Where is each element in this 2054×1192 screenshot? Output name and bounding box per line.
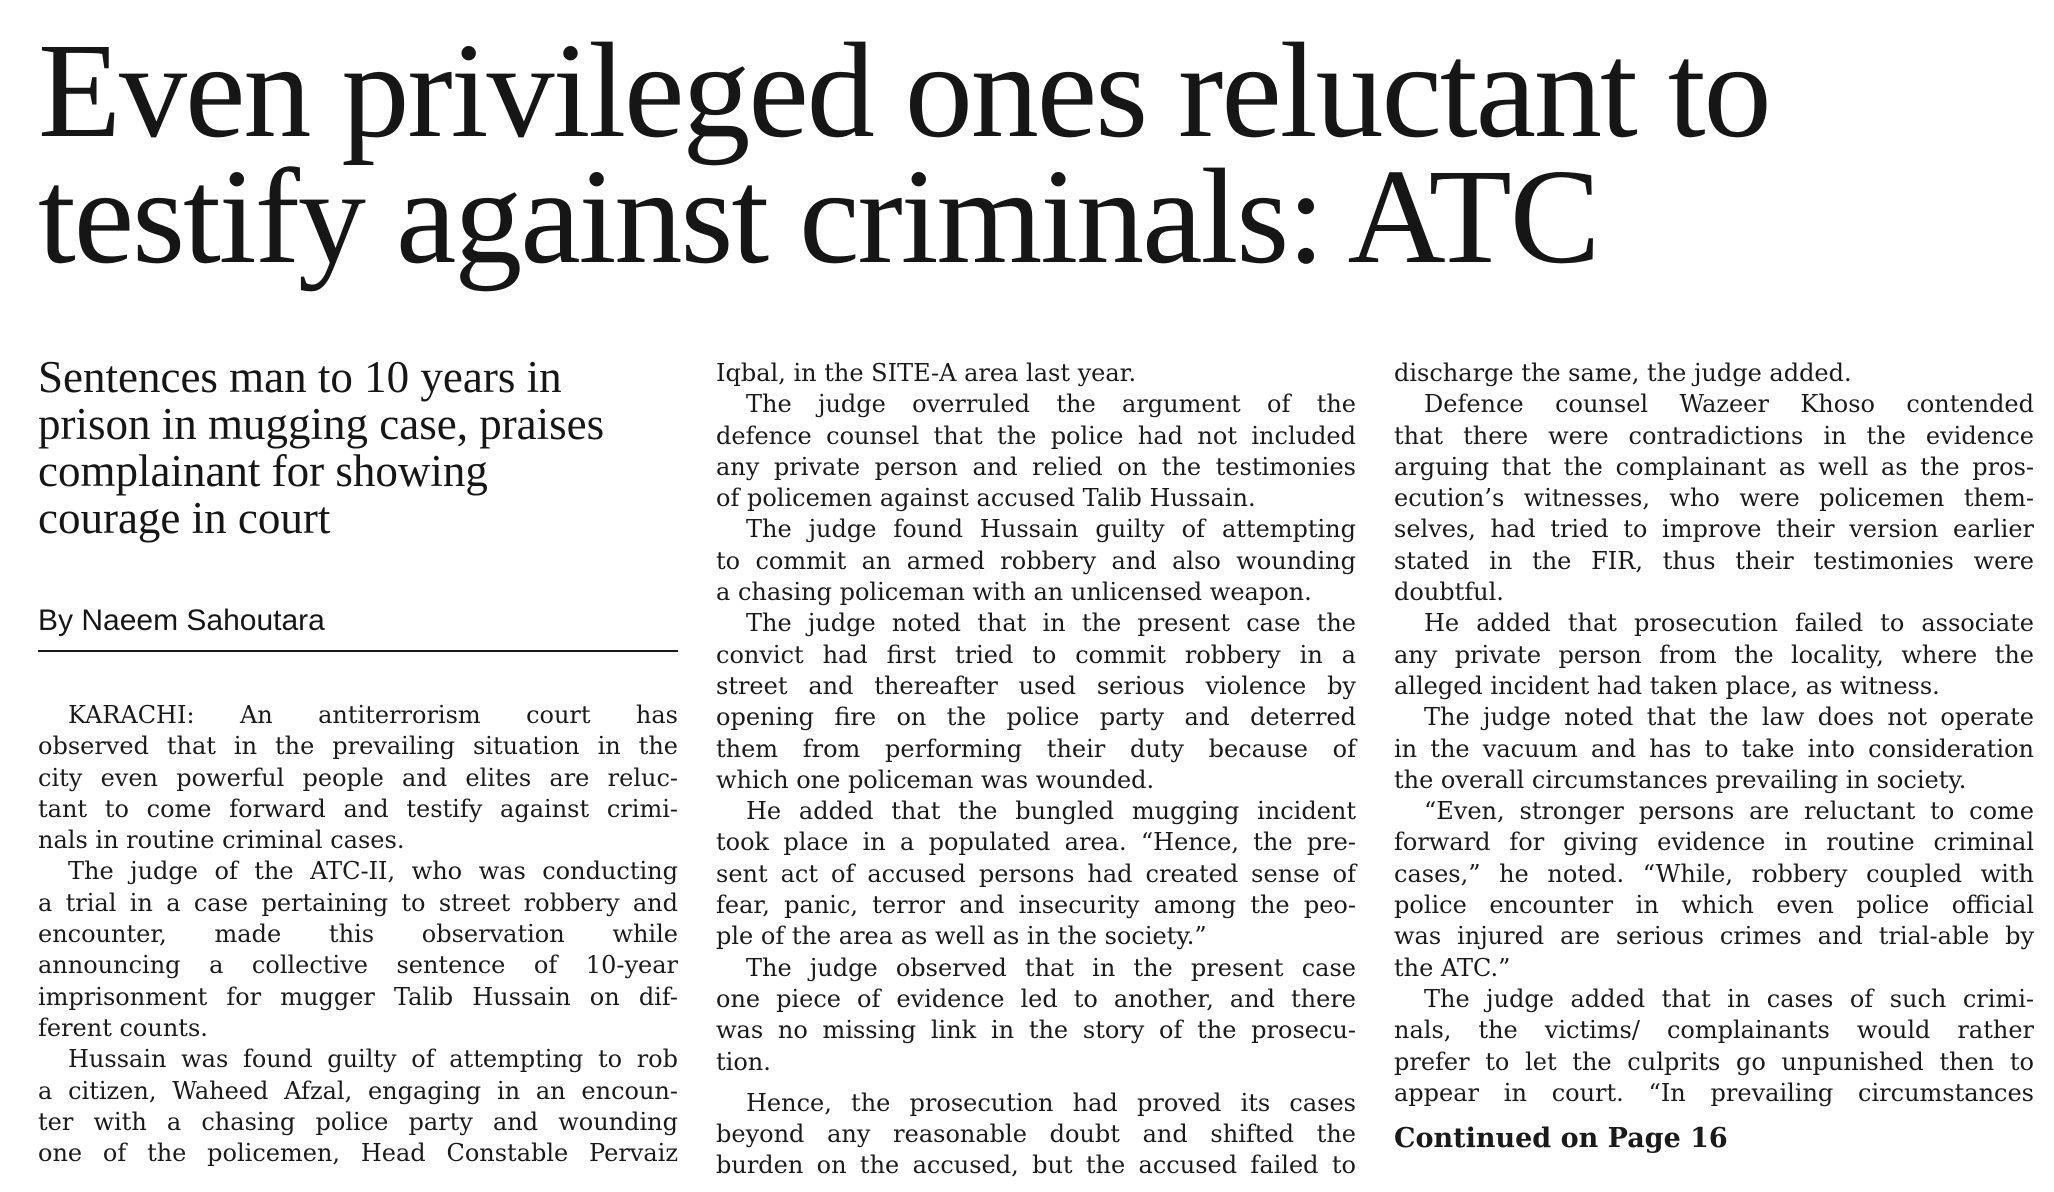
text-line: cases,” he noted. “While, robbery coupled with [1394,859,2034,888]
text-line: opening fire on the police party and deterred [716,703,1356,732]
text-line: a chasing policeman with an unlicensed weapon. [716,578,1312,607]
text-line: He added that the bungled mugging incident [746,797,1356,826]
text-line: street and thereafter used serious violence by [716,671,1356,700]
text-line: “Even, stronger persons are reluctant to come [1424,797,2034,826]
subhead-line: complainant for showing [38,446,488,496]
text-line: in the vacuum and has to take into consideration [1394,734,2034,763]
text-line: that there were contradictions in the evidence [1394,421,2034,450]
text-line: which one policeman was wounded. [716,765,1155,794]
text-line: nals in routine criminal cases. [38,826,405,855]
text-line: any private person from the locality, where the [1394,640,2034,669]
text-line: of policemen against accused Talib Hussain. [716,484,1256,513]
subhead-line: Sentences man to 10 years in [38,352,562,402]
text-line: a citizen, Waheed Afzal, engaging in an encoun- [38,1076,678,1105]
byline: By Naeem Sahoutara [38,604,678,652]
text-line: took place in a populated area. “Hence, the pre- [716,828,1356,857]
article-headline [38,16,2028,292]
text-line: Defence counsel Wazeer Khoso contended [1424,390,2034,419]
text-line: The judge added that in cases of such crimi- [1424,984,2034,1013]
text-line: the ATC.” [1394,953,1511,982]
text-line: Hussain was found guilty of attempting to rob [68,1045,678,1074]
subhead-line: prison in mugging case, praises [38,399,605,449]
text-line: doubtful. [1394,578,1504,607]
text-line: ple of the area as well as in the society.” [716,922,1207,951]
text-line: defence counsel that the police had not included [716,421,1356,450]
text-line: Hence, the prosecution had proved its cases [746,1088,1356,1117]
text-line: beyond any reasonable doubt and shifted the [716,1120,1356,1149]
text-line: ferent counts. [38,1013,208,1042]
text-line: stated in the FIR, thus their testimonies were [1394,546,2034,575]
text-line: tion. [716,1047,771,1076]
text-line: burden on the accused, but the accused failed to [716,1151,1356,1180]
text-line: He added that prosecution failed to associate [1424,609,2034,638]
text-line: The judge overruled the argument of the [746,390,1356,419]
text-line: ter with a chasing police party and wounding [38,1107,678,1136]
text-line: arguing that the complainant as well as the pros- [1394,452,2034,481]
text-line: sent act of accused persons had created sense of [716,859,1356,888]
text-line: any private person and relied on the testimonies [716,452,1356,481]
article-column-3 [1394,358,2034,1155]
text-line: Iqbal, in the SITE-A area last year. [716,359,1137,387]
text-line: observed that in the prevailing situation in the [38,732,678,761]
text-line: one piece of evidence led to another, and there [716,984,1356,1013]
text-line: selves, had tried to improve their version earlier [1394,515,2034,544]
article-column-1 [38,700,678,1169]
text-line: imprisonment for mugger Talib Hussain on dif- [38,982,678,1011]
text-line: encounter, made this observation while [38,920,678,949]
text-line: a trial in a case pertaining to street robbery and [38,888,678,917]
text-line: tant to come forward and testify against crimi- [38,794,678,823]
text-line: discharge the same, the judge added. [1394,359,1852,387]
text-line: forward for giving evidence in routine criminal [1394,828,2034,857]
continued-on-page: Continued on Page 16 [1394,1123,1728,1155]
text-line: one of the policemen, Head Constable Pervaiz [38,1139,678,1168]
text-line: appear in court. “In prevailing circumstances [1394,1078,2034,1107]
article-column-2 [716,358,1356,1182]
text-line: prefer to let the culprits go unpunished then to [1394,1047,2034,1076]
text-line: city even powerful people and elites are reluc- [38,763,678,792]
text-line: The judge noted that the law does not operate [1424,703,2034,732]
text-line: ecution’s witnesses, who were policemen them- [1394,484,2034,513]
headline-line: Even privileged ones reluctant to [38,16,1770,166]
text-line: The judge noted that in the present case the [746,609,1356,638]
text-line: announcing a collective sentence of 10-year [38,951,678,980]
text-line: was injured are serious crimes and trial-able by [1394,922,2034,951]
text-line: fear, panic, terror and insecurity among the peo- [716,891,1356,920]
text-line: them from performing their duty because of [716,734,1356,763]
text-line: KARACHI: An antiterrorism court has [68,701,678,729]
text-line: police encounter in which even police official [1394,891,2034,920]
text-line: the overall circumstances prevailing in society. [1394,765,1967,794]
text-line: The judge observed that in the present case [746,953,1356,982]
subhead-line: courage in court [38,493,331,543]
text-line: The judge found Hussain guilty of attempting [746,515,1356,544]
text-line: to commit an armed robbery and also wounding [716,546,1356,575]
article-subhead [38,354,678,542]
paragraph-gap [716,1078,1356,1088]
text-line: convict had first tried to commit robbery in a [716,640,1356,669]
text-line: nals, the victims/ complainants would rather [1394,1016,2034,1045]
text-line: was no missing link in the story of the prosecu- [716,1016,1356,1045]
headline-line: testify against criminals: ATC [38,142,1599,292]
text-line: alleged incident had taken place, as witness. [1394,671,1940,700]
text-line: The judge of the ATC-II, who was conducting [68,857,678,886]
